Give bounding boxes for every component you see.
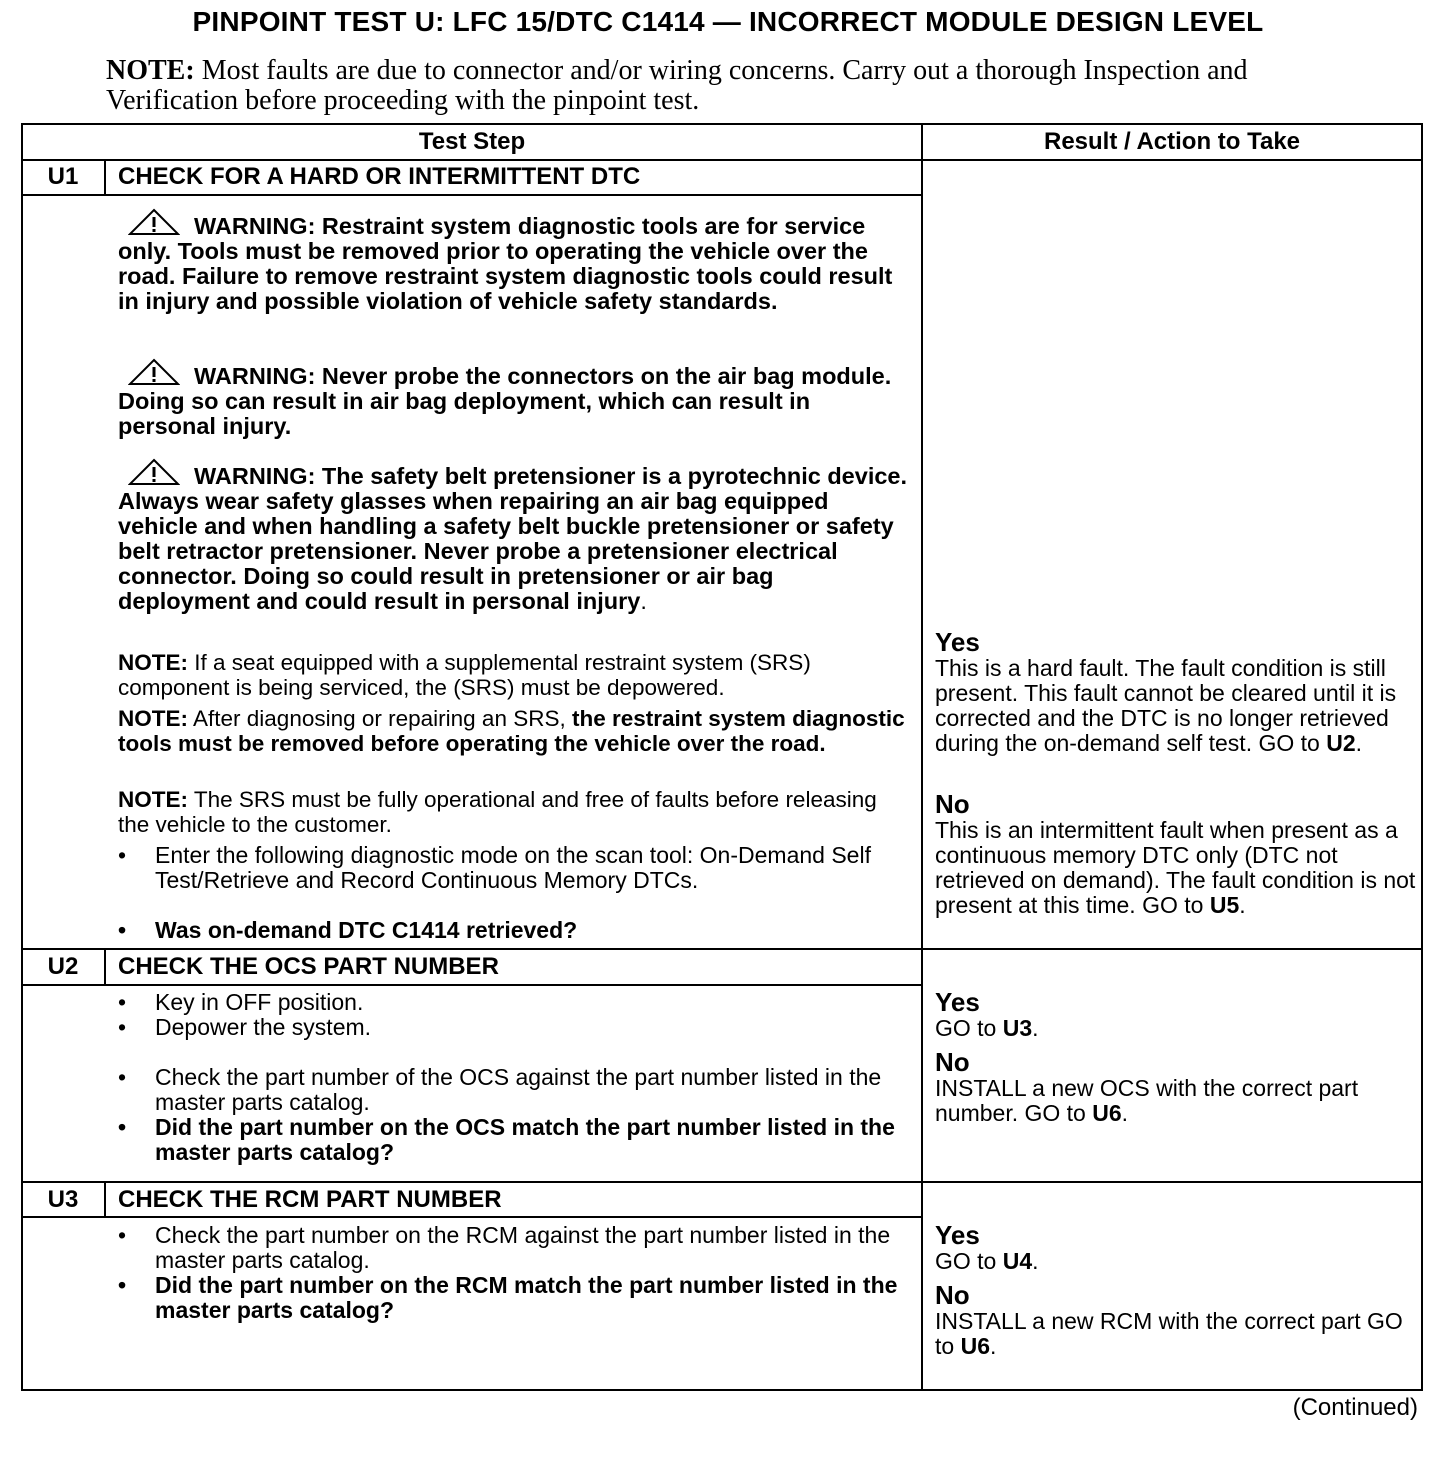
u1-note-2-label: NOTE: <box>118 706 188 731</box>
u1-bullet-1-text: Enter the following diagnostic mode on the scan tool: On-Demand Self Test/Retrieve and Record Continuous Memory DTCs. <box>155 842 871 893</box>
u1-result-yes: Yes This is a hard fault. The fault condition is still present. This fault cannot be cleared until it is corrected and the DTC is no longer retrieved during the on-demand self test. GO to U2. <box>935 628 1417 756</box>
u1-yes-label: Yes <box>935 627 980 657</box>
u1-warning-2-text: WARNING: Never probe the connectors on the air bag module. Doing so can result in air bag deployment, which can result in personal injury. <box>118 363 892 439</box>
intro-note-text: Most faults are due to connector and/or wiring concerns. Carry out a thorough Inspection and Verification before proceeding with the pinpoint test. <box>106 55 1248 116</box>
warning-triangle-icon <box>128 358 180 386</box>
u2-yes-text: GO to <box>935 1015 997 1041</box>
u1-no-text: This is an intermittent fault when present as a continuous memory DTC only (DTC not retrieved on demand). The fault condition is not present at this time. GO to <box>935 817 1416 918</box>
u1-bullet-2-text: Was on-demand DTC C1414 retrieved? <box>155 917 578 943</box>
u2-bullet-1-text: Key in OFF position. <box>155 989 364 1015</box>
step-title-u2: CHECK THE OCS PART NUMBER <box>118 953 499 980</box>
u1-id-divider <box>104 159 106 196</box>
u1-note-1 <box>118 650 908 700</box>
warning-triangle-icon <box>128 458 180 486</box>
step-id-u1: U1 <box>47 163 79 190</box>
u3-bullet-1-text: Check the part number on the RCM against the part number listed in the master parts catalog. <box>155 1222 891 1273</box>
u2-no-label: No <box>935 1047 970 1077</box>
u2-bullet-4 <box>118 1115 908 1165</box>
u3-yes-text: GO to <box>935 1248 997 1274</box>
header-test-step: Test Step <box>418 128 526 155</box>
u2-id-divider <box>104 948 106 985</box>
bullet-icon: • <box>118 1064 127 1090</box>
u2-bottom-line <box>21 1181 1423 1183</box>
bullet-icon: • <box>118 1014 127 1040</box>
u3-no-label: No <box>935 1280 970 1310</box>
continued-label: (Continued) <box>1292 1394 1418 1421</box>
page-title: PINPOINT TEST U: LFC 15/DTC C1414 — INCORRECT MODULE DESIGN LEVEL <box>192 6 1264 37</box>
u2-no-goto: U6 <box>1092 1100 1122 1126</box>
u2-yes-label: Yes <box>935 987 980 1017</box>
u1-yes-text: This is a hard fault. The fault condition is still present. This fault cannot be cleared until it is corrected and the DTC is no longer retrieved during the on-demand self test. GO to <box>935 655 1397 756</box>
u1-yes-goto: U2 <box>1326 730 1356 756</box>
intro-note-label: NOTE: <box>106 55 195 86</box>
u2-bullet-1 <box>118 990 908 1015</box>
header-divider <box>21 159 1423 161</box>
u1-bullet-2 <box>118 918 908 943</box>
intro-note <box>106 56 1256 116</box>
step-title-u1: CHECK FOR A HARD OR INTERMITTENT DTC <box>118 163 641 190</box>
u1-note-1-text: If a seat equipped with a supplemental restraint system (SRS) component is being serviced, the (SRS) must be depowered. <box>118 650 811 700</box>
u3-bullet-2 <box>118 1273 908 1323</box>
header-result-action: Result / Action to Take <box>1043 128 1301 155</box>
u1-note-1-label: NOTE: <box>118 650 188 675</box>
u3-result-no: No INSTALL a new RCM with the correct part GO to U6. <box>935 1281 1417 1359</box>
u1-result-no: No This is an intermittent fault when present as a continuous memory DTC only (DTC not retrieved on demand). The fault condition is not present at this time. GO to U5. <box>935 789 1416 918</box>
u1-warning-3 <box>118 458 908 614</box>
u1-warning-3-end: . <box>640 588 647 614</box>
u3-yes-label: Yes <box>935 1220 980 1250</box>
u2-bullet-3 <box>118 1065 908 1115</box>
u1-no-label: No <box>935 789 970 819</box>
u2-bullet-2 <box>118 1015 908 1040</box>
bullet-icon: • <box>118 1222 127 1248</box>
step-title-u3: CHECK THE RCM PART NUMBER <box>118 1186 502 1213</box>
u3-result-yes: Yes GO to U4. <box>935 1221 1417 1274</box>
u2-result-yes: Yes GO to U3. <box>935 988 1417 1041</box>
u3-no-text: INSTALL a new RCM with the correct part GO to <box>935 1308 1403 1359</box>
u1-warning-1 <box>118 208 908 314</box>
table-border-right <box>1421 123 1423 1391</box>
u2-bullet-2-text: Depower the system. <box>155 1014 372 1040</box>
column-divider <box>921 123 923 1391</box>
step-id-u3: U3 <box>47 1186 79 1213</box>
u3-bullet-2-text: Did the part number on the RCM match the part number listed in the master parts catalog? <box>155 1272 898 1323</box>
table-border-bottom <box>21 1389 1423 1391</box>
bullet-icon: • <box>118 989 127 1015</box>
u2-bullet-3-text: Check the part number of the OCS against the part number listed in the master parts catalog. <box>155 1064 882 1115</box>
bullet-icon: • <box>118 1272 127 1298</box>
u1-warning-3-text: WARNING: The safety belt pretensioner is a pyrotechnic device. Always wear safety glasses when repairing an air bag equipped vehicle and when handling a safety belt buckle pretensioner or safety belt retractor pretensioner. Never probe a pretensioner electrical connector. Doing so could result in pretensioner or air bag deployment and could result in personal injury <box>118 463 908 614</box>
u2-no-text: INSTALL a new OCS with the correct part number. GO to <box>935 1075 1359 1126</box>
u1-note-2-bold: the restraint system diagnostic tools must be removed before operating the vehicle over the road. <box>118 706 905 756</box>
u2-bullet-4-text: Did the part number on the OCS match the part number listed in the master parts catalog? <box>155 1114 895 1165</box>
u3-bullet-1 <box>118 1223 908 1273</box>
u2-result-no: No INSTALL a new OCS with the correct part number. GO to U6. <box>935 1048 1417 1126</box>
u3-title-underline <box>21 1216 923 1218</box>
u1-title-underline <box>21 194 923 196</box>
u1-note-3-text: The SRS must be fully operational and free of faults before releasing the vehicle to the customer. <box>118 787 877 837</box>
warning-triangle-icon <box>128 208 180 236</box>
u1-note-2 <box>118 706 908 756</box>
u1-bullet-1 <box>118 843 908 893</box>
u1-no-goto: U5 <box>1209 892 1240 918</box>
u3-yes-goto: U4 <box>1002 1248 1033 1274</box>
u3-no-goto: U6 <box>960 1333 990 1359</box>
u2-yes-goto: U3 <box>1002 1015 1033 1041</box>
u3-id-divider <box>104 1181 106 1218</box>
u1-note-3-label: NOTE: <box>118 787 188 812</box>
u1-bottom-line <box>21 948 1423 950</box>
bullet-icon: • <box>118 1114 127 1140</box>
bullet-icon: • <box>118 842 127 868</box>
bullet-icon: • <box>118 917 127 943</box>
u1-note-2-text: After diagnosing or repairing an SRS, <box>193 706 566 731</box>
u1-warning-1-text: WARNING: Restraint system diagnostic tools are for service only. Tools must be removed prior to operating the vehicle over the road. Failure to remove restraint system diagnostic tools could result in injury and possible violation of vehicle safety standards. <box>118 213 893 314</box>
u1-warning-2 <box>118 358 908 439</box>
table-border-top <box>21 123 1423 125</box>
step-id-u2: U2 <box>47 953 79 980</box>
u1-note-3 <box>118 787 908 837</box>
u2-title-underline <box>21 984 923 986</box>
